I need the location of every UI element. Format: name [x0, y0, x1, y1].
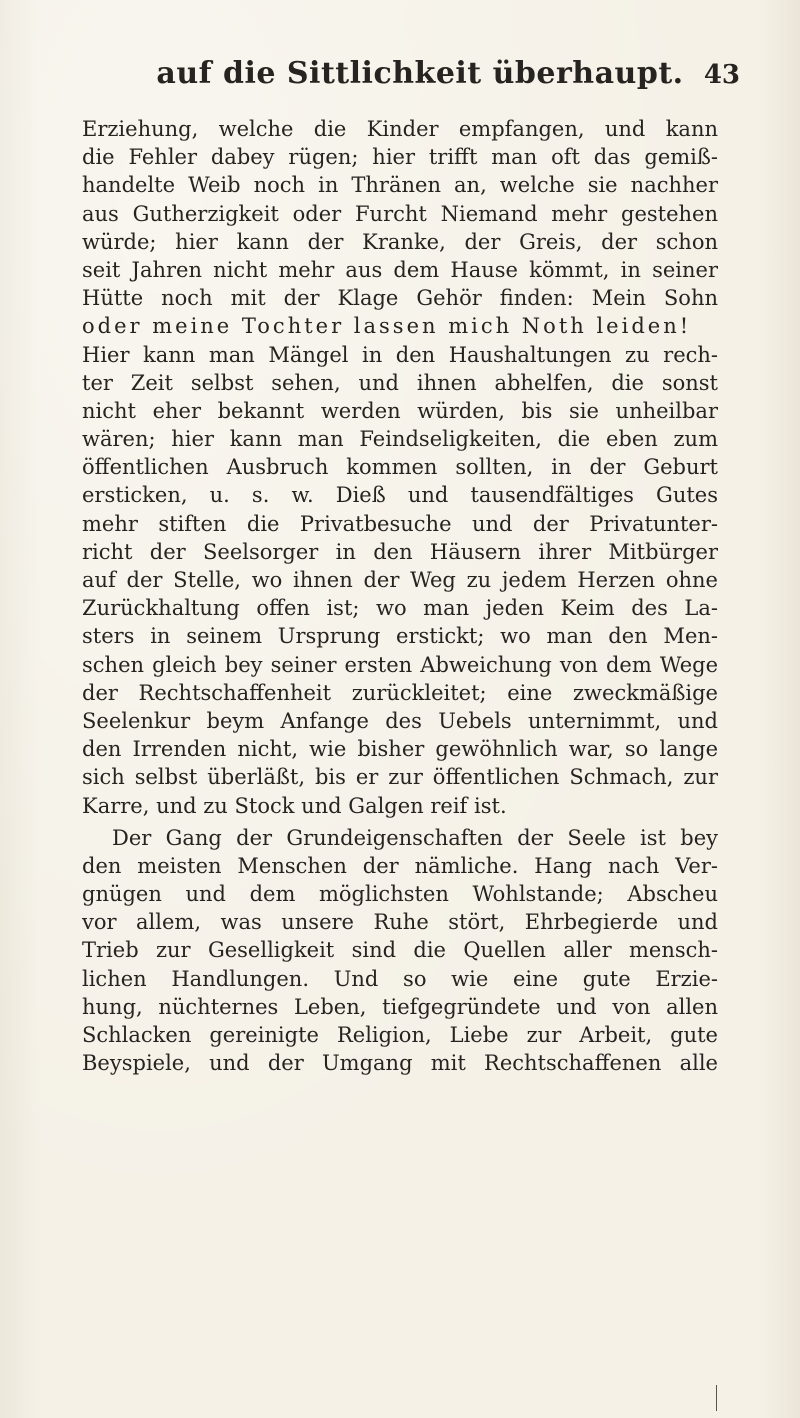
text-line: Hier kann man Mängel in den Haushaltungen zu rech-	[82, 342, 718, 367]
text-line: sich selbst überläßt, bis er zur öffentlichen Schmach, zur	[82, 765, 718, 790]
text-line: mehr stiften die Privatbesuche und der Privatunter-	[82, 511, 718, 536]
text-line: nicht eher bekannt werden würden, bis sie unheilbar	[82, 398, 718, 423]
text-line: vor allem, was unsere Ruhe stört, Ehrbegierde und	[82, 910, 718, 935]
text-line: handelte Weib noch in Thränen an, welche sie nachher	[82, 173, 718, 198]
text-line: Erziehung, welche die Kinder empfangen, und kann	[82, 117, 718, 141]
text-line-emphasis: oder meine Tochter lassen mich Noth leiden!	[82, 314, 692, 339]
text-line: Beyspiele, und der Umgang mit Rechtschaffenen alle	[82, 1051, 718, 1076]
body-text	[82, 115, 718, 1077]
text-line: wären; hier kann man Feindseligkeiten, die eben zum	[82, 427, 718, 452]
text-line: lichen Handlungen. Und so wie eine gute Erzie-	[82, 966, 718, 991]
page-header	[100, 52, 740, 96]
text-line: richt der Seelsorger in den Häusern ihrer Mitbürger	[82, 539, 718, 564]
text-line: die Fehler dabey rügen; hier trifft man oft das gemiß-	[82, 145, 718, 170]
text-line: hung, nüchternes Leben, tiefgegründete und von allen	[82, 994, 718, 1019]
paragraph-2	[82, 824, 718, 1078]
text-line: gnügen und dem möglichsten Wohlstande; Abscheu	[82, 882, 718, 907]
text-line: öffentlichen Ausbruch kommen sollten, in der Geburt	[82, 455, 718, 480]
text-line: Hütte noch mit der Klage Gehör finden: Mein Sohn	[82, 286, 718, 311]
paragraph-1	[82, 115, 718, 820]
text-line: schen gleich bey seiner ersten Abweichung von dem Wege	[82, 652, 718, 677]
text-line: der Rechtschaffenheit zurückleitet; eine zweckmäßige	[82, 680, 718, 705]
text-line: Trieb zur Geselligkeit sind die Quellen aller mensch-	[82, 938, 718, 963]
text-line: ersticken, u. s. w. Dieß und tausendfältiges Gutes	[82, 483, 718, 508]
text-line: Karre, und zu Stock und Galgen reif ist.	[82, 793, 507, 818]
text-line: den Irrenden nicht, wie bisher gewöhnlich war, so lange	[82, 737, 718, 762]
text-line: seit Jahren nicht mehr aus dem Hause kömmt, in seiner	[82, 257, 718, 282]
text-line: Seelenkur beym Anfange des Uebels unternimmt, und	[82, 708, 718, 733]
text-line: Der Gang der Grundeigenschaften der Seele ist bey	[112, 825, 718, 850]
text-line: sters in seinem Ursprung erstickt; wo man den Men-	[82, 624, 718, 649]
text-line: ter Zeit selbst sehen, und ihnen abhelfen, die sonst	[82, 370, 718, 395]
text-line: aus Gutherzigkeit oder Furcht Niemand mehr gestehen	[82, 201, 718, 226]
page-edge-mark	[716, 1385, 717, 1411]
text-line: den meisten Menschen der nämliche. Hang nach Ver-	[82, 853, 718, 878]
page-number: 43	[703, 60, 740, 90]
text-line: würde; hier kann der Kranke, der Greis, der schon	[82, 229, 718, 254]
text-line: Zurückhaltung offen ist; wo man jeden Keim des La-	[82, 596, 718, 621]
text-line: Schlacken gereinigte Religion, Liebe zur Arbeit, gute	[82, 1023, 718, 1047]
running-title: auf die Sittlichkeit überhaupt.	[156, 56, 684, 91]
text-line: auf der Stelle, wo ihnen der Weg zu jedem Herzen ohne	[82, 568, 718, 592]
